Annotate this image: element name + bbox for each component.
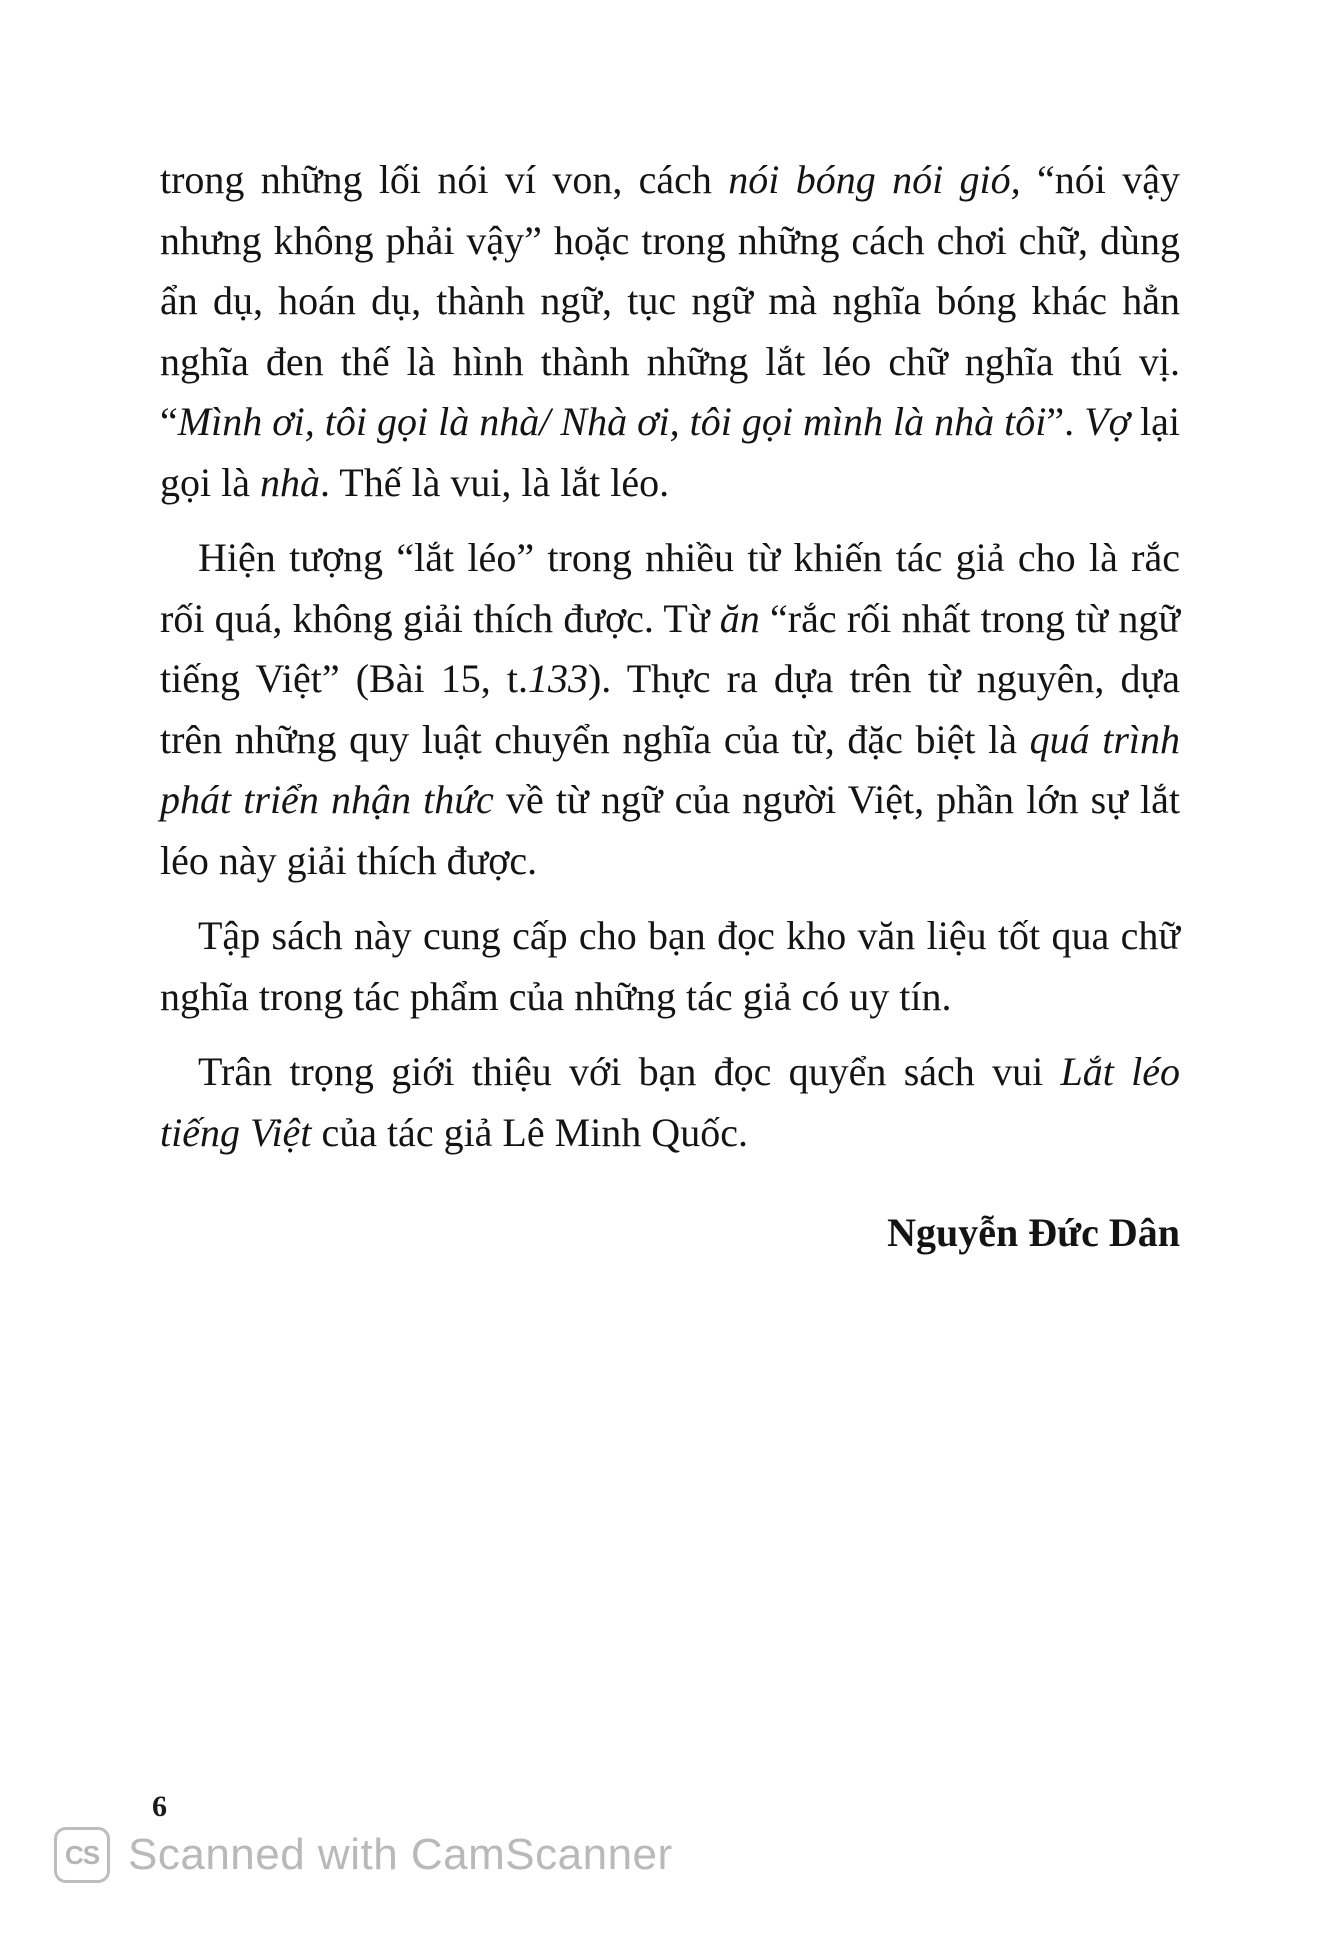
italic-segment: Lắt léo tiếng Việt	[160, 1049, 1180, 1155]
text-segment: “nói vậy nhưng không phải vậy” hoặc trong những cách chơi chữ, dùng ẩn dụ, hoán dụ, thành ngữ, tục ngữ mà nghĩa bóng khác hẳn nghĩa đen thế là hình thành những lắt léo chữ nghĩa thú vị. “	[160, 157, 1180, 444]
paragraph-4	[160, 1042, 1180, 1163]
page-number: 6	[152, 1790, 167, 1823]
text-segment: của tác giả Lê Minh Quốc.	[311, 1109, 748, 1155]
text-segment: lại gọi là	[160, 399, 1181, 505]
paragraph-1	[160, 150, 1180, 513]
italic-segment: Mình ơi, tôi gọi là nhà/ Nhà ơi, tôi gọi mình là nhà tôi	[177, 399, 1047, 444]
text-segment: Hiện tượng “lắt léo” trong nhiều từ khiến tác giả cho là rắc rối quá, không giải thích được. Từ	[160, 535, 1180, 641]
text-segment: Trân trọng giới thiệu với bạn đọc quyển sách vui	[198, 1049, 1061, 1094]
text-segment: về từ ngữ của người Việt, phần lớn sự lắt léo này giải thích được.	[160, 777, 1181, 883]
watermark-text: Scanned with CamScanner	[128, 1830, 673, 1879]
italic-segment: nhà	[259, 459, 320, 505]
text-segment: . Thế là vui, là lắt léo.	[319, 459, 670, 505]
author-signature: Nguyễn Đức Dân	[887, 1210, 1180, 1255]
text-segment: ). Thực ra dựa trên từ nguyên, dựa trên những quy luật chuyển nghĩa của từ, đặc biệt là	[160, 656, 1180, 762]
paragraph-3	[160, 906, 1180, 1027]
paragraph-2	[160, 528, 1180, 891]
text-segment: trong những lối nói ví von, cách	[160, 157, 729, 202]
body-text	[160, 150, 1180, 1264]
text-segment: Tập sách này cung cấp cho bạn đọc kho văn liệu tốt qua chữ nghĩa trong tác phẩm của những tác giả có uy tín.	[160, 913, 1180, 1019]
text-segment: “rắc rối nhất trong từ ngữ tiếng Việt” (Bài 15, t.	[160, 595, 1181, 701]
text-segment: ”.	[1046, 399, 1085, 444]
camscanner-logo-icon: CS	[54, 1827, 110, 1883]
italic-segment: nói bóng nói gió,	[728, 157, 1021, 202]
camscanner-watermark	[54, 1825, 673, 1885]
italic-segment: quá trình phát triển nhận thức	[160, 716, 1180, 822]
italic-segment: 133	[527, 656, 588, 701]
italic-segment: Vợ	[1084, 399, 1130, 444]
italic-segment: ăn	[719, 595, 760, 641]
